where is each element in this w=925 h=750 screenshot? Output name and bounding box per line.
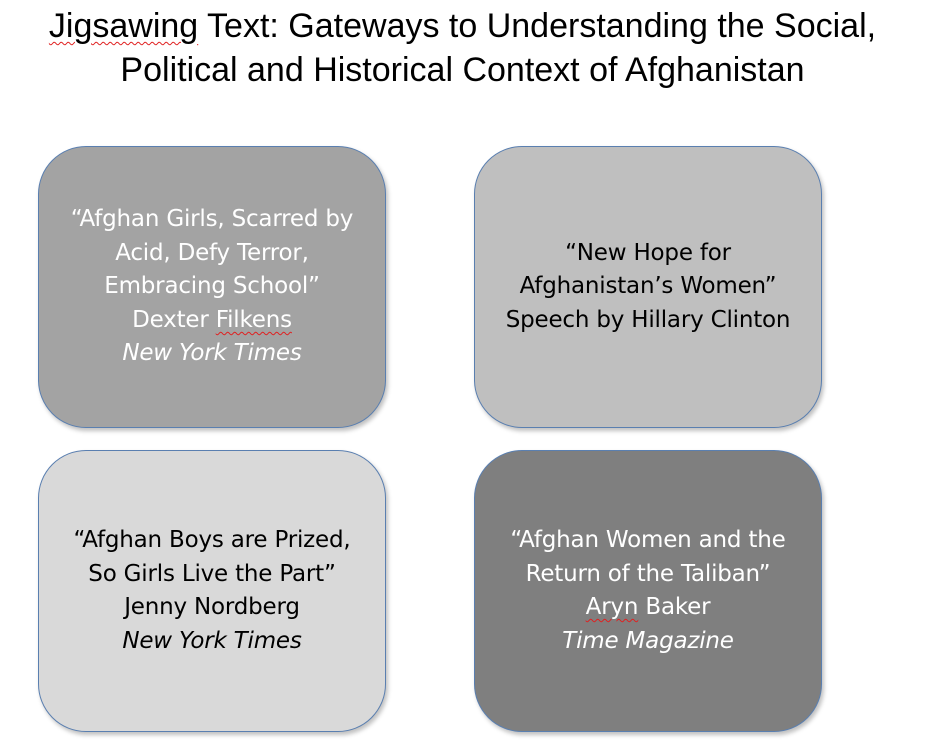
card-author [132,304,292,338]
card-title-line: Embracing School” [104,273,320,300]
card-publication: New York Times [122,627,302,654]
card-title-line: Return of the Taliban” [525,560,771,587]
slide-title [0,4,925,92]
title-line-1 [0,4,925,48]
card-publication: New York Times [122,340,302,367]
card-title-line: “Afghan Women and the [510,527,786,553]
title-word-jigsawing: Jigsawing [48,7,199,45]
card-author-last: Baker [638,594,711,620]
card-title-line: Acid, Defy Terror, [115,239,309,266]
article-card-acid-attacks[interactable] [38,146,386,428]
article-card-return-of-taliban[interactable] [474,450,822,732]
card-title-line: So Girls Live the Part” [88,560,336,587]
card-title-line: “Afghan Girls, Scarred by [70,206,354,233]
title-line-2: Political and Historical Context of Afghanistan [120,51,805,89]
card-author-last: Filkens [215,306,292,333]
article-card-boys-prized[interactable] [38,450,386,732]
card-byline: Speech by Hillary Clinton [505,306,791,333]
card-author-first: Aryn [585,594,639,620]
card-author: Jenny Nordberg [124,594,300,620]
card-author-first: Dexter [132,306,216,333]
card-author [586,591,711,625]
card-title-line: “New Hope for [565,239,731,266]
card-title-line: Afghanistan’s Women” [519,273,777,300]
title-line-1-text: Text: Gateways to Understanding the Social, [198,7,877,45]
article-card-new-hope[interactable] [474,146,822,428]
card-title-line: “Afghan Boys are Prized, [73,527,351,553]
card-publication: Time Magazine [562,627,734,654]
